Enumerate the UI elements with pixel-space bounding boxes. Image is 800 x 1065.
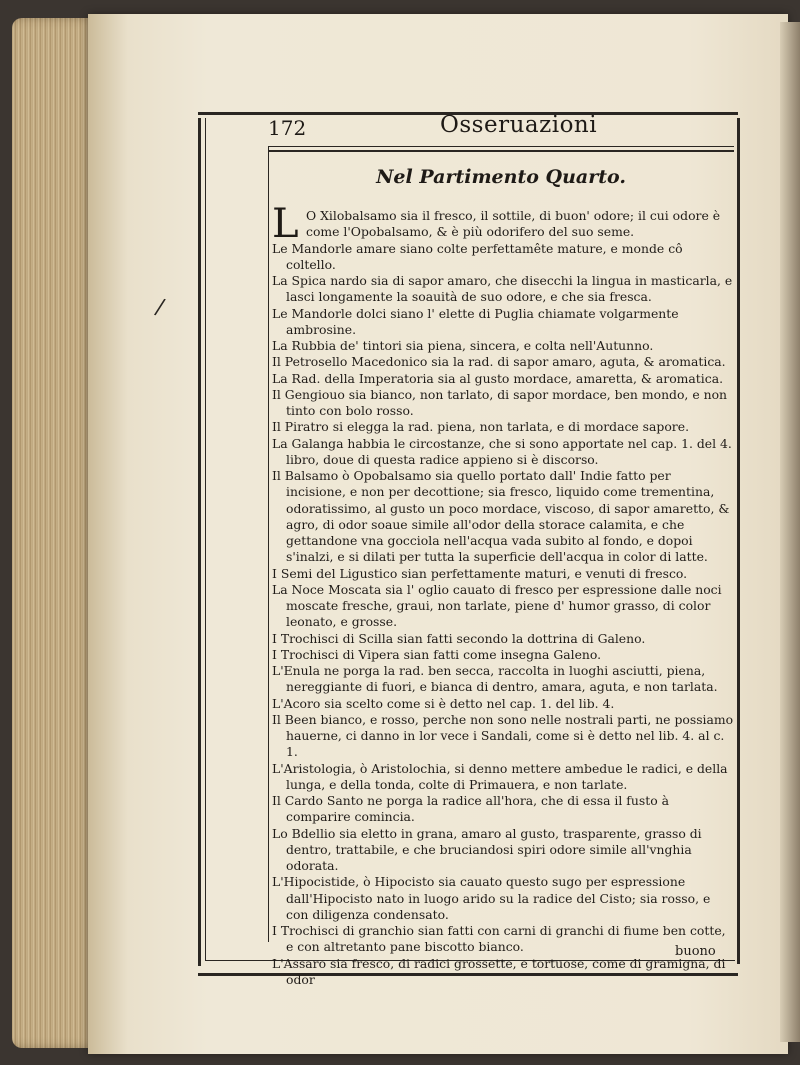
page-edges [12,18,98,1048]
facing-page-edge [780,22,800,1042]
paragraph: I Semi del Ligustico sian perfettamente maturi, e venuti di fresco. [272,565,688,581]
first-paragraph-text: O Xilobalsamo sia il fresco, il sottile, di buon' odore; il cui odore è come l'Opobalsamo, & è più odorifero del suo seme. [306,208,721,240]
header-rule-thick [268,150,734,152]
body-text [272,201,734,988]
paragraph: Lo Bdellio sia eletto in grana, amaro al gusto, trasparente, grasso di dentro, trattabile, e che bruciandosi spiri odore simile all'vnghia odorata. [272,825,702,873]
paragraph: La Rad. della Imperatoria sia al gusto mordace, amaretta, & aromatica. [272,370,724,386]
paragraph: Il Cardo Santo ne porga la radice all'hora, che di essa il fusto à comparire comincia. [272,793,669,825]
first-paragraph [272,201,734,247]
paragraph: Le Mandorle amare siano colte perfettamête mature, e monde cô coltello. [272,240,683,272]
paragraph: Il Gengiouo sia bianco, non tarlato, di sapor mordace, ben mondo, e non tinto con bolo rosso. [272,386,728,418]
section-title: Nel Partimento Quarto. [376,166,626,188]
paragraph: Il Petrosello Macedonico sia la rad. di sapor amaro, aguta, & aromatica. [272,354,726,370]
paragraph: Il Piratro si elegga la rad. piena, non tarlata, e di mordace sapore. [272,419,690,435]
running-head: Osseruazioni [440,112,598,138]
header-rule [268,146,734,147]
paragraph: L'Assaro sia fresco, di radici grossette, e tortuose, come di gramigna, di odor [272,955,726,987]
paragraph: Il Balsamo ò Opobalsamo sia quello portato dall' Indie fatto per incisione, e non per decottione; sia fresco, liquido come trementina, odoratissimo, al gusto un poco mordace, viscoso, di sapor amaretto, & agro, di odor soaue simile all'odor della storace calamita, e che gettandone vna gocciola nell'acqua vada subito al fondo, e dopoi s'inalzi, e si dilati per tutta la superficie dell'acqua in color di latte. [272,468,730,565]
paragraph: L'Hipocistide, ò Hipocisto sia cauato questo sugo per espressione dall'Hipocisto nato in luogo arido su la radice del Cisto; sia rosso, e con diligenza condensato. [272,874,711,922]
paragraph: I Trochisci di Scilla sian fatti secondo la dottrina di Galeno. [272,630,646,646]
paragraph: Le Mandorle dolci siano l' elette di Puglia chiamate volgarmente ambrosine. [272,305,679,337]
paragraph: I Trochisci di Vipera sian fatti come insegna Galeno. [272,646,602,662]
paragraph: I Trochisci di granchio sian fatti con carni di granchi di fiume ben cotte, e con altretanto pane biscotto bianco. [272,923,726,955]
margin-rule [268,146,269,942]
paragraph: Il Been bianco, e rosso, perche non sono nelle nostrali parti, ne possiamo hauerne, ci danno in lor vece i Sandali, come si è detto nel lib. 4. al c. 1. [272,711,734,760]
frame-left-rule [198,118,201,966]
frame-right-rule [737,118,740,964]
drop-cap: L [272,201,299,247]
paragraph: L'Aristologia, ò Aristolochia, si denno mettere ambedue le radici, e della lunga, e della tonda, colte di Primauera, e non tarlate. [272,760,728,792]
paragraph: La Spica nardo sia di sapor amaro, che disecchi la lingua in masticarla, e lasci longamente la soauità de suo odore, e che sia fresca. [272,273,733,305]
margin-mark: / [152,294,167,321]
paragraph: La Galanga habbia le circostanze, che si sono apportate nel cap. 1. del 4. libro, doue di questa radice appieno si è discorso. [272,435,732,467]
paragraph: L'Enula ne porga la rad. ben secca, raccolta in luoghi asciutti, piena, nereggiante di fuori, e bianca di dentro, amara, aguta, e non tarlata. [272,663,718,695]
frame-left-inner-rule [205,118,206,960]
paragraph: L'Acoro sia scelto come si è detto nel cap. 1. del lib. 4. [272,695,615,711]
catchword: buono [675,944,716,959]
paragraph: La Noce Moscata sia l' oglio cauato di fresco per espressione dalle noci moscate fresche, graui, non tarlate, piene d' humor grasso, di color leonato, e grosse. [272,581,722,630]
paragraph: La Rubbia de' tintori sia piena, sincera, e colta nell'Autunno. [272,338,654,353]
page-number: 172 [268,116,307,140]
